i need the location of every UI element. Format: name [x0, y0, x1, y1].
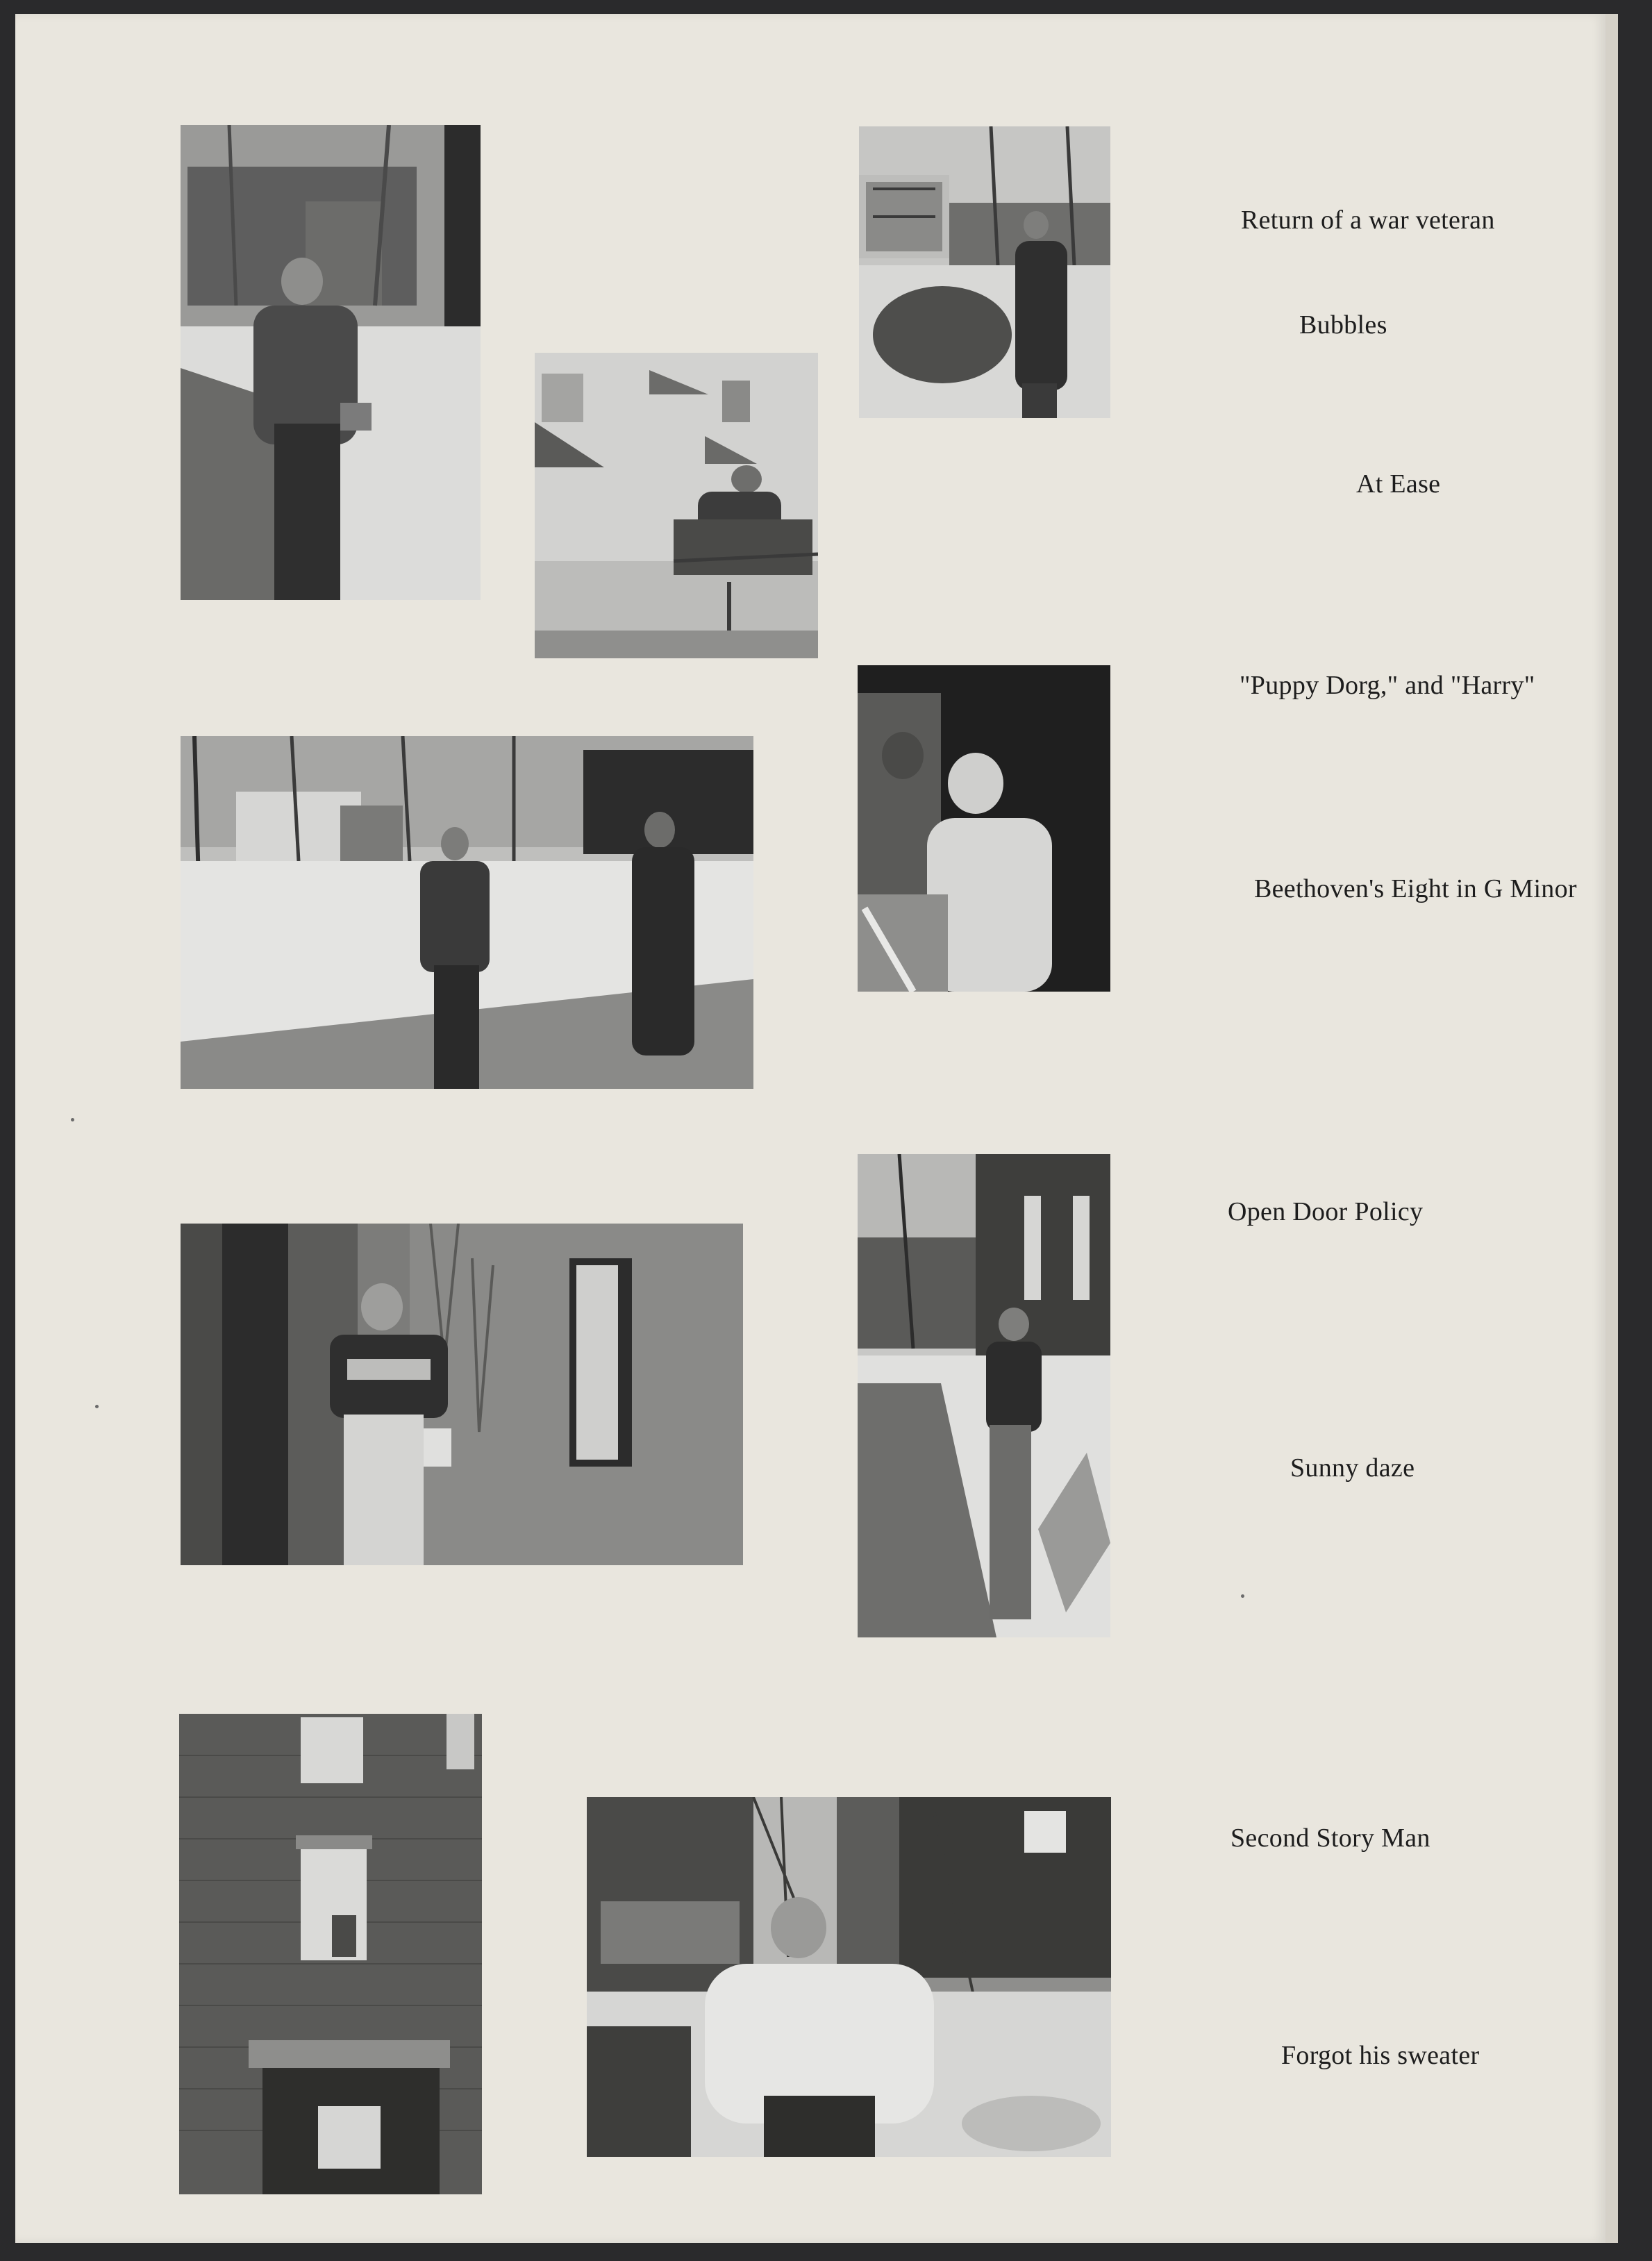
- caption-at-ease: At Ease: [1356, 469, 1441, 499]
- photo-man-in-snow: [181, 125, 481, 600]
- photo-man-in-coat: [859, 126, 1110, 418]
- caption-forgot-sweater: Forgot his sweater: [1281, 2041, 1480, 2070]
- paper-speck: [95, 1405, 99, 1408]
- photo-man-on-sidewalk: [858, 1154, 1110, 1637]
- caption-open-door: Open Door Policy: [1228, 1197, 1424, 1226]
- paper-speck: [71, 1118, 74, 1121]
- photo-man-in-doorway: [181, 1224, 743, 1565]
- caption-second-story: Second Story Man: [1230, 1824, 1430, 1853]
- photo-man-sitting-snow: [587, 1797, 1111, 2157]
- caption-bubbles: Bubbles: [1299, 310, 1387, 340]
- caption-sunny-daze: Sunny daze: [1290, 1453, 1415, 1483]
- photo-two-men-walking: [181, 736, 753, 1089]
- caption-war-veteran: Return of a war veteran: [1241, 206, 1495, 235]
- photo-men-at-piano: [858, 665, 1110, 992]
- yearbook-page: [15, 14, 1618, 2243]
- caption-beethoven: Beethoven's Eight in G Minor: [1254, 874, 1577, 903]
- caption-puppy-dorg: "Puppy Dorg," and "Harry": [1240, 671, 1535, 700]
- photo-brick-building: [179, 1714, 482, 2194]
- photo-dorm-room: [535, 353, 818, 658]
- paper-speck: [1241, 1594, 1244, 1598]
